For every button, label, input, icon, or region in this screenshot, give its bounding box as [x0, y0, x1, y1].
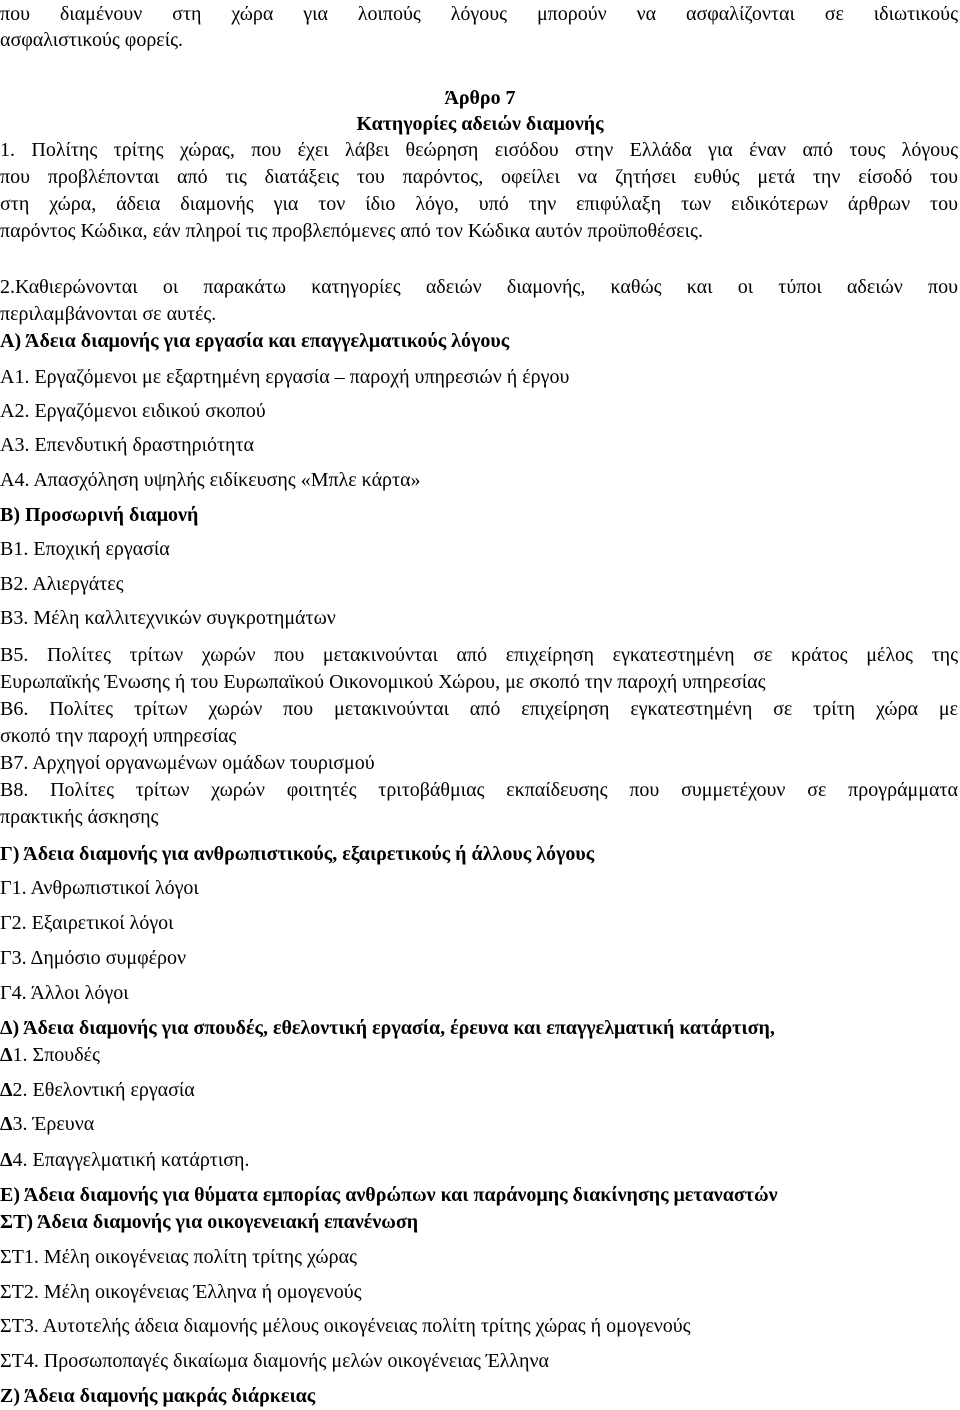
article-number: Άρθρο 7 [444, 87, 516, 109]
item-b5-line-2: Ευρωπαϊκής Ένωσης ή του Ευρωπαϊκού Οικονομικού Χώρου, με σκοπό την παροχή υπηρεσίας [0, 671, 766, 693]
intro-line-1: που διαμένουν στη χώρα για λοιπούς λόγους μπορούν να ασφαλίζονται σε ιδιωτικούς [0, 3, 958, 25]
section-st-heading: ΣΤ) Άδεια διαμονής για οικογενειακή επανένωση [0, 1211, 419, 1233]
para1-line-2: που προβλέπονται από τις διατάξεις του παρόντος, οφείλει να ζητήσει ευθύς μετά την είσοδό του [0, 166, 958, 188]
item-d1 [0, 1043, 100, 1067]
item-c1: Γ1. Ανθρωπιστικοί λόγοι [0, 877, 199, 899]
item-a1: Α1. Εργαζόμενοι με εξαρτημένη εργασία – παροχή υπηρεσιών ή έργου [0, 366, 570, 388]
item-b1: Β1. Εποχική εργασία [0, 538, 170, 560]
item-b3: Β3. Μέλη καλλιτεχνικών συγκροτημάτων [0, 607, 336, 629]
item-st4: ΣΤ4. Προσωποπαγές δικαίωμα διαμονής μελών οικογένειας Έλληνα [0, 1350, 549, 1372]
item-d3 [0, 1112, 94, 1136]
para1-line-3: στη χώρα, άδεια διαμονής για τον ίδιο λόγο, υπό την επιφύλαξη των ειδικότερων άρθρων του [0, 193, 958, 215]
item-d2-prefix: Δ [0, 1079, 13, 1101]
para2-line-1: 2.Καθιερώνονται οι παρακάτω κατηγορίες αδειών διαμονής, καθώς και οι τύποι αδειών που [0, 276, 958, 298]
para1-line-1: 1. Πολίτης τρίτης χώρας, που έχει λάβει θεώρηση εισόδου στην Ελλάδα για έναν από τους λόγους [0, 139, 958, 161]
item-a3: Α3. Επενδυτική δραστηριότητα [0, 434, 255, 456]
section-z-heading: Ζ) Άδεια διαμονής μακράς διάρκειας [0, 1385, 316, 1407]
para1-line-4: παρόντος Κώδικα, εάν πληροί τις προβλεπόμενες από τον Κώδικα αυτόν προϋποθέσεις. [0, 220, 703, 242]
item-d4-prefix: Δ [0, 1149, 13, 1171]
item-d2-text: 2. Εθελοντική εργασία [12, 1079, 195, 1101]
item-d3-prefix: Δ [0, 1113, 13, 1135]
article-title: Κατηγορίες αδειών διαμονής [356, 113, 604, 135]
item-st2: ΣΤ2. Μέλη οικογένειας Έλληνα ή ομογενούς [0, 1281, 362, 1303]
item-b2: Β2. Αλιεργάτες [0, 573, 124, 595]
item-b6-line-1: Β6. Πολίτες τρίτων χωρών που μετακινούνται από επιχείρηση εγκατεστημένη σε τρίτη χώρα με [0, 698, 958, 720]
section-d-heading: Δ) Άδεια διαμονής για σπουδές, εθελοντική εργασία, έρευνα και επαγγελματική κατάρτιση, [0, 1017, 775, 1039]
item-st1: ΣΤ1. Μέλη οικογένειας πολίτη τρίτης χώρας [0, 1246, 357, 1268]
item-c2: Γ2. Εξαιρετικοί λόγοι [0, 912, 174, 934]
intro-line-2: ασφαλιστικούς φορείς. [0, 29, 183, 51]
section-b-heading: Β) Προσωρινή διαμονή [0, 504, 199, 526]
section-c-heading: Γ) Άδεια διαμονής για ανθρωπιστικούς, εξαιρετικούς ή άλλους λόγους [0, 843, 595, 865]
item-a2: Α2. Εργαζόμενοι ειδικού σκοπού [0, 400, 266, 422]
item-a4: Α4. Απασχόληση υψηλής ειδίκευσης «Μπλε κάρτα» [0, 469, 421, 491]
item-c3: Γ3. Δημόσιο συμφέρον [0, 947, 187, 969]
item-d4 [0, 1148, 249, 1172]
item-c4: Γ4. Άλλοι λόγοι [0, 982, 129, 1004]
item-d3-text: 3. Έρευνα [12, 1113, 95, 1135]
item-d4-text: 4. Επαγγελματική κατάρτιση. [12, 1149, 250, 1171]
para2-line-2: περιλαμβάνονται σε αυτές. [0, 303, 217, 325]
item-d1-prefix: Δ [0, 1044, 13, 1066]
item-st3: ΣΤ3. Αυτοτελής άδεια διαμονής μέλους οικογένειας πολίτη τρίτης χώρας ή ομογενούς [0, 1315, 691, 1337]
item-d1-text: 1. Σπουδές [12, 1044, 100, 1066]
item-b7: Β7. Αρχηγοί οργανωμένων ομάδων τουρισμού [0, 752, 375, 774]
item-b6-line-2: σκοπό την παροχή υπηρεσίας [0, 725, 237, 747]
item-b5-line-1: Β5. Πολίτες τρίτων χωρών που μετακινούνται από επιχείρηση εγκατεστημένη σε κράτος μέλος της [0, 644, 958, 666]
item-b8-line-2: πρακτικής άσκησης [0, 806, 159, 828]
item-d2 [0, 1078, 195, 1102]
section-e-heading: Ε) Άδεια διαμονής για θύματα εμπορίας ανθρώπων και παράνομης διακίνησης μεταναστών [0, 1184, 778, 1206]
item-b8-line-1: Β8. Πολίτες τρίτων χωρών φοιτητές τριτοβάθμιας εκπαίδευσης που συμμετέχουν σε προγράμματα [0, 779, 958, 801]
section-a-heading: Α) Άδεια διαμονής για εργασία και επαγγελματικούς λόγους [0, 330, 510, 352]
